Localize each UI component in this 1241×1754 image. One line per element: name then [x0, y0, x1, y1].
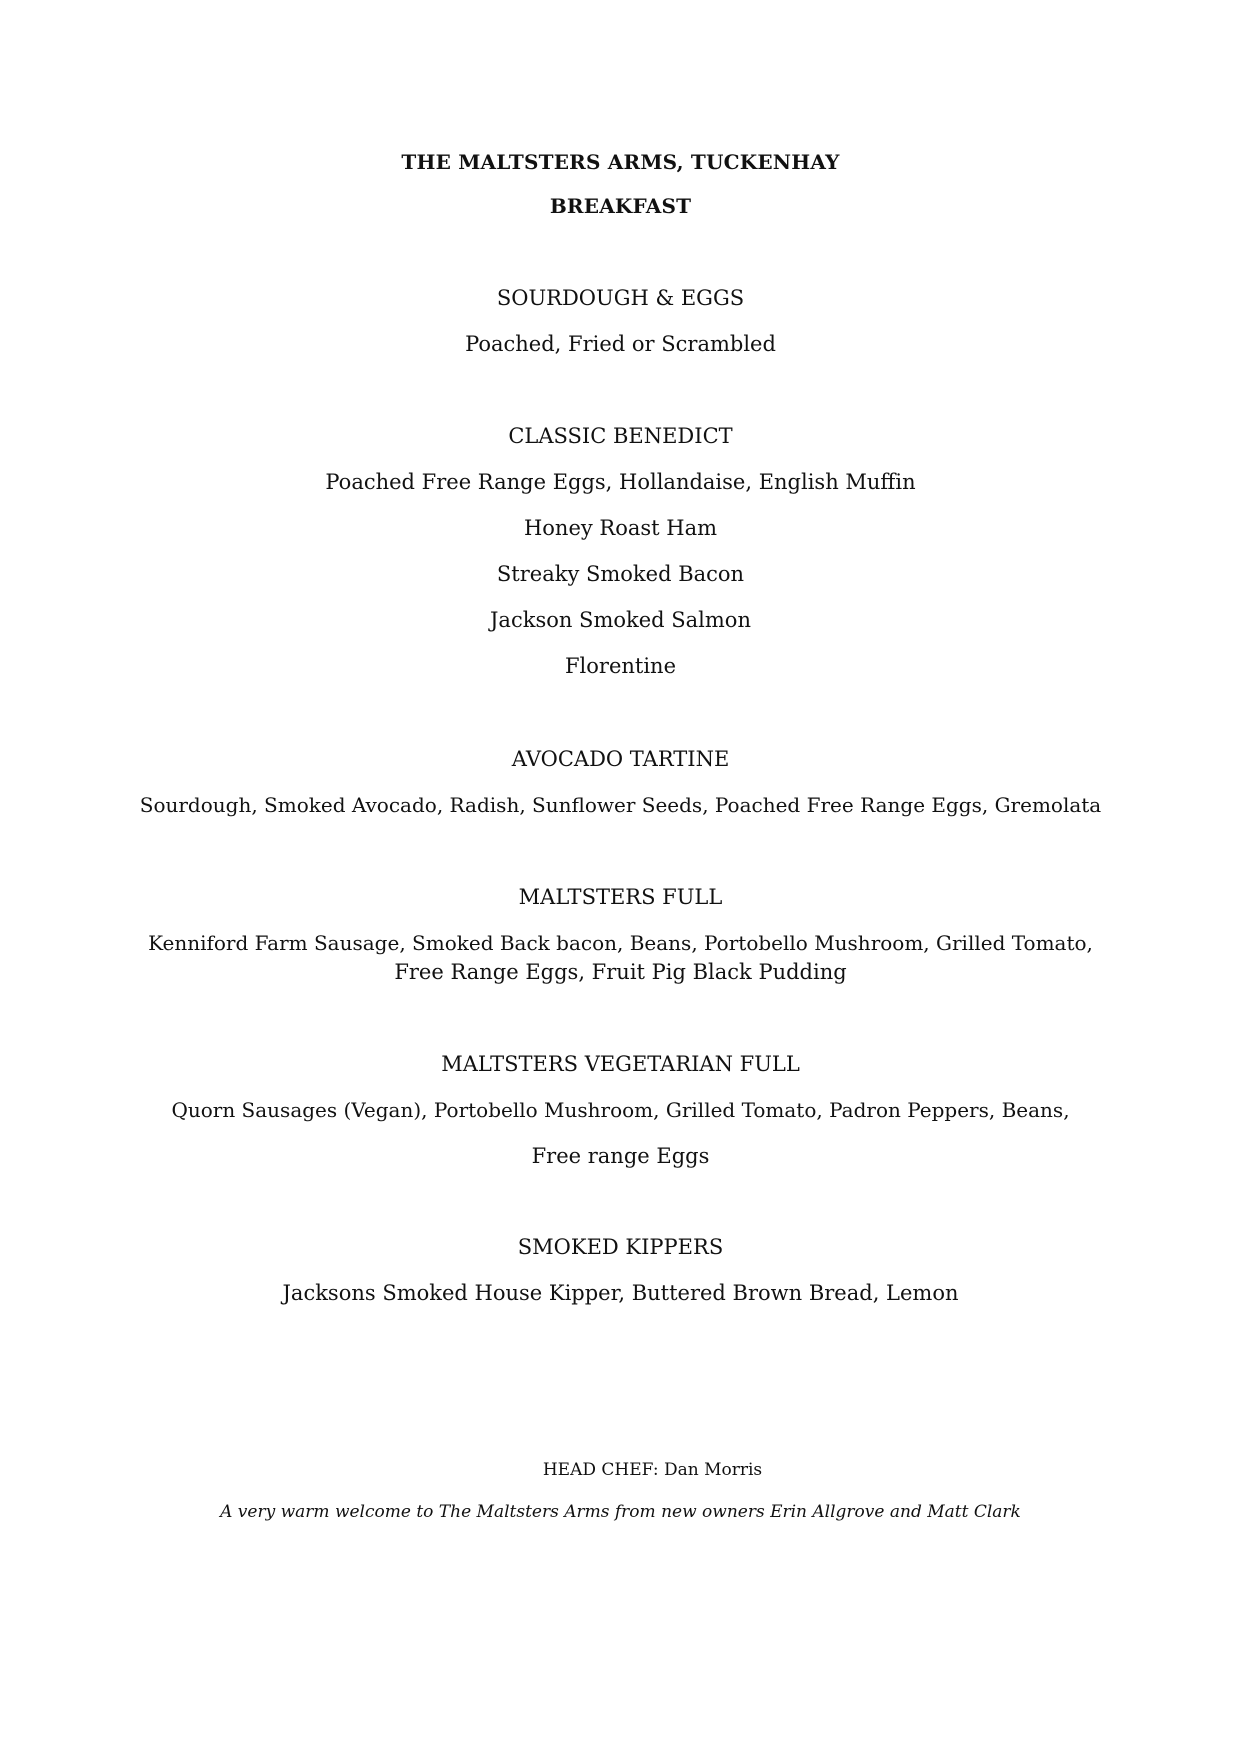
venue-title: THE MALTSTERS ARMS, TUCKENHAY	[401, 150, 840, 174]
menu-title: BREAKFAST	[549, 194, 692, 218]
menu-line: Poached Free Range Eggs, Hollandaise, English Muffin	[325, 470, 916, 494]
section-heading-maltsters-full: MALTSTERS FULL	[518, 885, 723, 909]
menu-line: Free Range Eggs, Fruit Pig Black Pudding	[394, 960, 847, 984]
menu-line: Honey Roast Ham	[523, 516, 718, 540]
section-heading-avocado-tartine: AVOCADO TARTINE	[511, 747, 730, 771]
welcome-message: A very warm welcome to The Maltsters Arms from new owners Erin Allgrove and Matt Clark	[220, 1502, 1021, 1522]
menu-line: Free range Eggs	[531, 1144, 710, 1168]
head-chef-credit: HEAD CHEF: Dan Morris	[542, 1460, 763, 1480]
menu-line: Jackson Smoked Salmon	[490, 608, 751, 632]
section-heading-sourdough-eggs: SOURDOUGH & EGGS	[496, 286, 745, 310]
menu-line: Quorn Sausages (Vegan), Portobello Mushroom, Grilled Tomato, Padron Peppers, Beans,	[171, 1098, 1070, 1122]
section-heading-maltsters-vegetarian-full: MALTSTERS VEGETARIAN FULL	[441, 1052, 800, 1076]
section-heading-smoked-kippers: SMOKED KIPPERS	[517, 1235, 724, 1259]
menu-line: Florentine	[564, 654, 677, 678]
section-heading-classic-benedict: CLASSIC BENEDICT	[508, 424, 733, 448]
menu-line: Poached, Fried or Scrambled	[465, 332, 776, 356]
menu-line: Kenniford Farm Sausage, Smoked Back bacon, Beans, Portobello Mushroom, Grilled Tomato,	[148, 931, 1093, 955]
menu-line: Sourdough, Smoked Avocado, Radish, Sunflower Seeds, Poached Free Range Eggs, Gremolata	[139, 793, 1102, 817]
menu-line: Jacksons Smoked House Kipper, Buttered Brown Bread, Lemon	[282, 1281, 959, 1305]
menu-line: Streaky Smoked Bacon	[496, 562, 745, 586]
